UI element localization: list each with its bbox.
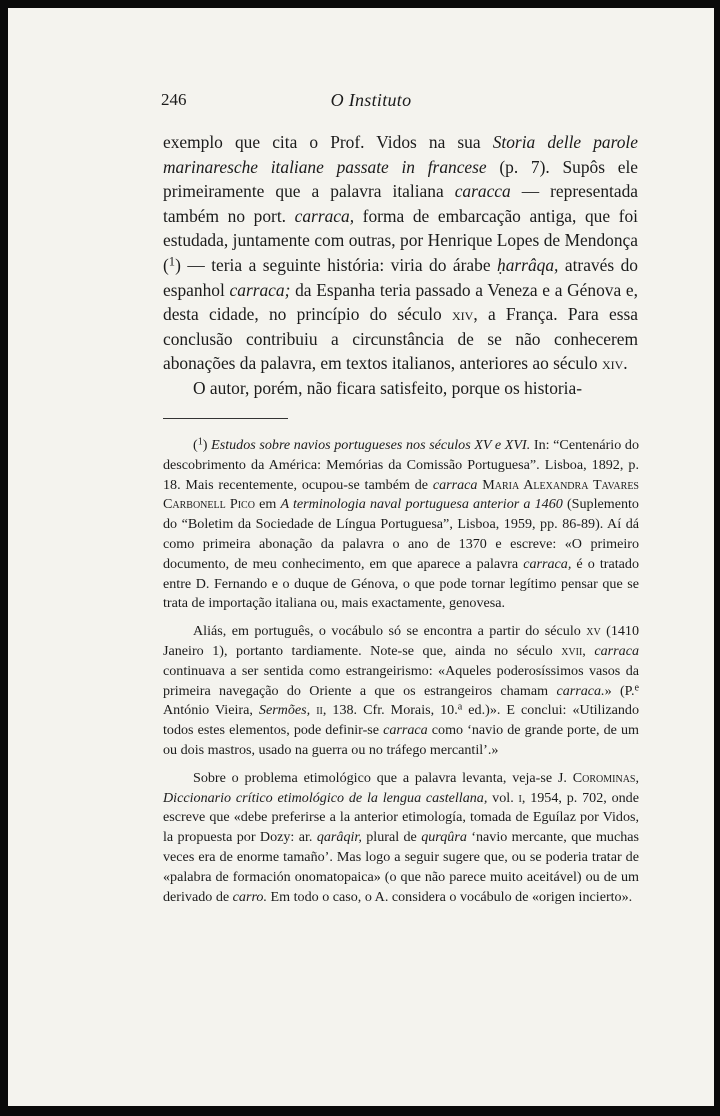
page-header bbox=[8, 82, 714, 112]
footnote-continuation: Sobre o problema etimológico que a palavra levanta, veja-se J. Corominas, Diccionario crítico etimológico de la lengua castellana, vol. i, 1954, p. 702, onde escreve que «debe preferirse a la anterior etimología, tomada de Eguílaz por Vidos, la propuesta por Dozy: ar. qarâqir, plural de qurqûra ‘navio mercante, que muchas veces era de enorme tamaño’. Mas logo a seguir sugere que, ou se poderia tratar de «palabra de formación onomatopaica» (o que não parece muito aceitável) ou de um derivado de carro. Em todo o caso, o A. considera o vocábulo de «origen incierto». bbox=[163, 769, 639, 905]
paragraph: exemplo que cita o Prof. Vidos na sua Storia delle parole marinaresche italiane passate in francese (p. 7). Supôs ele primeiramente que a palavra italiana caracca — representada também no port. carraca, forma de embarcação antiga, que foi estudada, juntamente com outras, por Henrique Lopes de Mendonça ($^1$) — teria a seguinte história: viria do árabe ḥarrâqa, através do espanhol carraca; da Espanha teria passado a Veneza e a Génova e, desta cidade, no princípio do século xiv, a França. Para essa conclusão contribuiu a circunstância de se não conhecerem abonações da palavra, em textos italianos, anteriores ao século xiv. bbox=[163, 132, 639, 374]
footnote-separator bbox=[163, 418, 288, 419]
running-title: O Instituto bbox=[330, 90, 412, 110]
footnotes bbox=[163, 436, 639, 907]
book-page bbox=[8, 8, 714, 1106]
page-number: 246 bbox=[161, 90, 187, 109]
main-text bbox=[163, 130, 638, 401]
paragraph: O autor, porém, não ficara satisfeito, porque os historia- bbox=[193, 377, 583, 398]
footnote-continuation: Aliás, em português, o vocábulo só se encontra a partir do século xv (1410 Janeiro 1), portanto tardiamente. Note-se que, ainda no século xvii, carraca continuava a ser sentida como estrangeirismo: «Aqueles poderosíssimos vasos da primeira navegação do Oriente a que os estrangeiros chamam carraca.» (P.$^e$ António Vieira, Sermões, ii, 138. Cfr. Morais, 10.$^a$ ed.)». E conclui: «Utilizando todos estes elementos, pode definir-se carraca como ‘navio de grande porte, de um ou dois mastros, usado na guerra ou no tráfego mercantil’.» bbox=[163, 623, 640, 758]
footnote-marker: 1 bbox=[168, 254, 176, 269]
footnote: ($^1$) Estudos sobre navios portugueses nos séculos XV e XVI. In: “Centenário do descobrimento da América: Memórias da Comissão Portuguesa”. Lisboa, 1892, p. 18. Mais recentemente, ocupou-se também de carraca Maria Alexandra Tavares Carbonell Pico em A terminologia naval portuguesa anterior a 1460 (Suplemento do “Boletim da Sociedade de Língua Portuguesa”, Lisboa, 1959, pp. 86-89). Aí dá como primeira abonação da palavra o ano de 1370 e escreve: «O primeiro documento, de meu conhecimento, em que aparece a palavra carraca, é o tratado entre D. Fernando e o duque de Génova, o que pode tornar legítimo pensar que se trata de importação italiana ou, mais exactamente, genovesa. bbox=[163, 436, 639, 612]
